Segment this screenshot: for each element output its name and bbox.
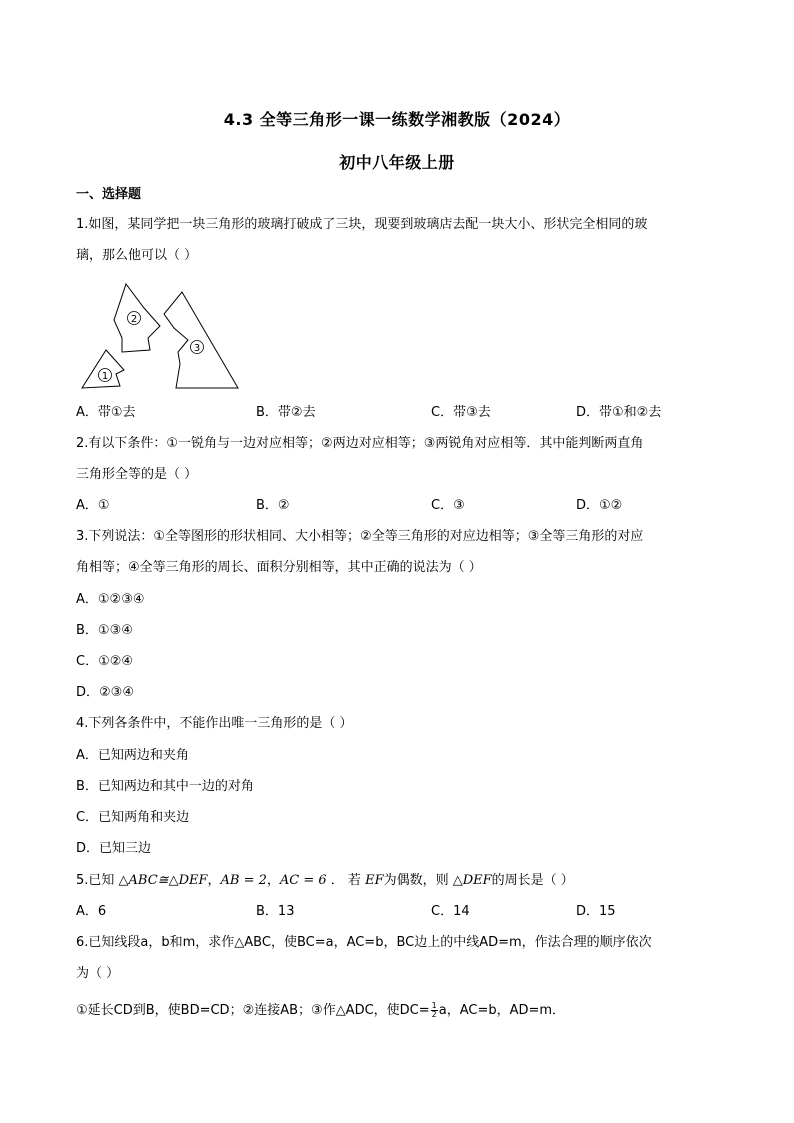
q1-stem-line2: 璃，那么他可以（ ）	[76, 248, 198, 263]
document-title: 4.3 全等三角形一课一练数学湘教版（2024）	[223, 110, 571, 129]
q2-option-c[interactable]: C．③	[431, 498, 465, 513]
q3-option-d[interactable]: D．②③④	[76, 685, 134, 700]
q1-option-b[interactable]: B．带②去	[256, 405, 316, 420]
q6-steps-part1: ①延长CD到B，使BD=CD；②连接AB；③作△ADC，使DC=	[76, 1003, 430, 1018]
figure-label-3: 3	[193, 343, 201, 354]
section-heading: 一、选择题	[76, 187, 142, 202]
q4-option-a[interactable]: A．已知两边和夹角	[76, 748, 189, 763]
q5-option-c[interactable]: C．14	[431, 904, 470, 919]
q5-suffix: 的周长是（ ）	[491, 873, 574, 888]
q1-option-a[interactable]: A．带①去	[76, 405, 136, 420]
q3-option-c[interactable]: C．①②④	[76, 654, 134, 669]
q4-option-c[interactable]: C．已知两角和夹边	[76, 810, 190, 825]
q4-option-b[interactable]: B．已知两边和其中一边的对角	[76, 779, 254, 794]
q3-stem-line1: 3.下列说法：①全等图形的形状相同、大小相等；②全等三角形的对应边相等；③全等三角形的对应	[76, 529, 644, 544]
q5-prefix: 5.已知	[76, 873, 119, 888]
q6-stem-line2: 为（ ）	[76, 966, 120, 981]
fraction-denominator: 2	[431, 1010, 437, 1019]
q4-stem: 4.下列各条件中，不能作出唯一三角形的是（ ）	[76, 716, 353, 731]
document-subtitle: 初中八年级上册	[339, 153, 455, 172]
q5-stem	[76, 873, 726, 889]
q3-option-a[interactable]: A．①②③④	[76, 592, 145, 607]
q5-option-d[interactable]: D．15	[576, 904, 616, 919]
q2-stem-line1: 2.有以下条件：①一锐角与一边对应相等；②两边对应相等；③两锐角对应相等．其中能判断两直角	[76, 436, 644, 451]
q1-option-c[interactable]: C．带③去	[431, 405, 491, 420]
q6-stem-line1: 6.已知线段a，b和m，求作△ABC，使BC=a，AC=b，BC边上的中线AD=m，作法合理的顺序依次	[76, 935, 652, 950]
q4-option-d[interactable]: D．已知三边	[76, 841, 152, 856]
q2-stem-line2: 三角形全等的是（ ）	[76, 467, 198, 482]
glass-pieces-figure	[78, 278, 244, 392]
q5-option-b[interactable]: B．13	[256, 904, 295, 919]
q2-option-b[interactable]: B．②	[256, 498, 290, 513]
q3-option-b[interactable]: B．①③④	[76, 623, 133, 638]
q6-steps-part2: a，AC=b，AD=m．	[438, 1003, 566, 1018]
q6-half-fraction	[431, 1002, 438, 1019]
q5-sep1: ，	[207, 873, 221, 888]
q5-sep2: ，	[266, 873, 280, 888]
q5-mid2: 为偶数，则	[383, 873, 453, 888]
q2-option-a[interactable]: A．①	[76, 498, 110, 513]
q3-stem-line2: 角相等；④全等三角形的周长、面积分别相等，其中正确的说法为（ ）	[76, 560, 482, 575]
q2-option-d[interactable]: D．①②	[576, 498, 623, 513]
q6-steps	[76, 1002, 726, 1019]
q1-stem-line1: 1.如图，某同学把一块三角形的玻璃打破成了三块，现要到玻璃店去配一块大小、形状完全相同的玻	[76, 217, 648, 232]
q1-option-d[interactable]: D．带①和②去	[576, 405, 662, 420]
piece-3-shape	[164, 292, 238, 388]
q5-triangle-def: △DEF	[452, 873, 492, 888]
q5-ac-value: AC = 6	[279, 873, 327, 888]
q5-ef: EF	[365, 873, 384, 888]
q5-mid: ． 若	[326, 873, 366, 888]
q5-congruence: △ABC≅△DEF	[118, 873, 208, 888]
q5-option-a[interactable]: A．6	[76, 904, 107, 919]
fraction-numerator: 1	[431, 1001, 437, 1010]
figure-label-2: 2	[130, 314, 138, 325]
q5-ab-value: AB = 2	[220, 873, 267, 888]
figure-label-1: 1	[101, 371, 109, 382]
